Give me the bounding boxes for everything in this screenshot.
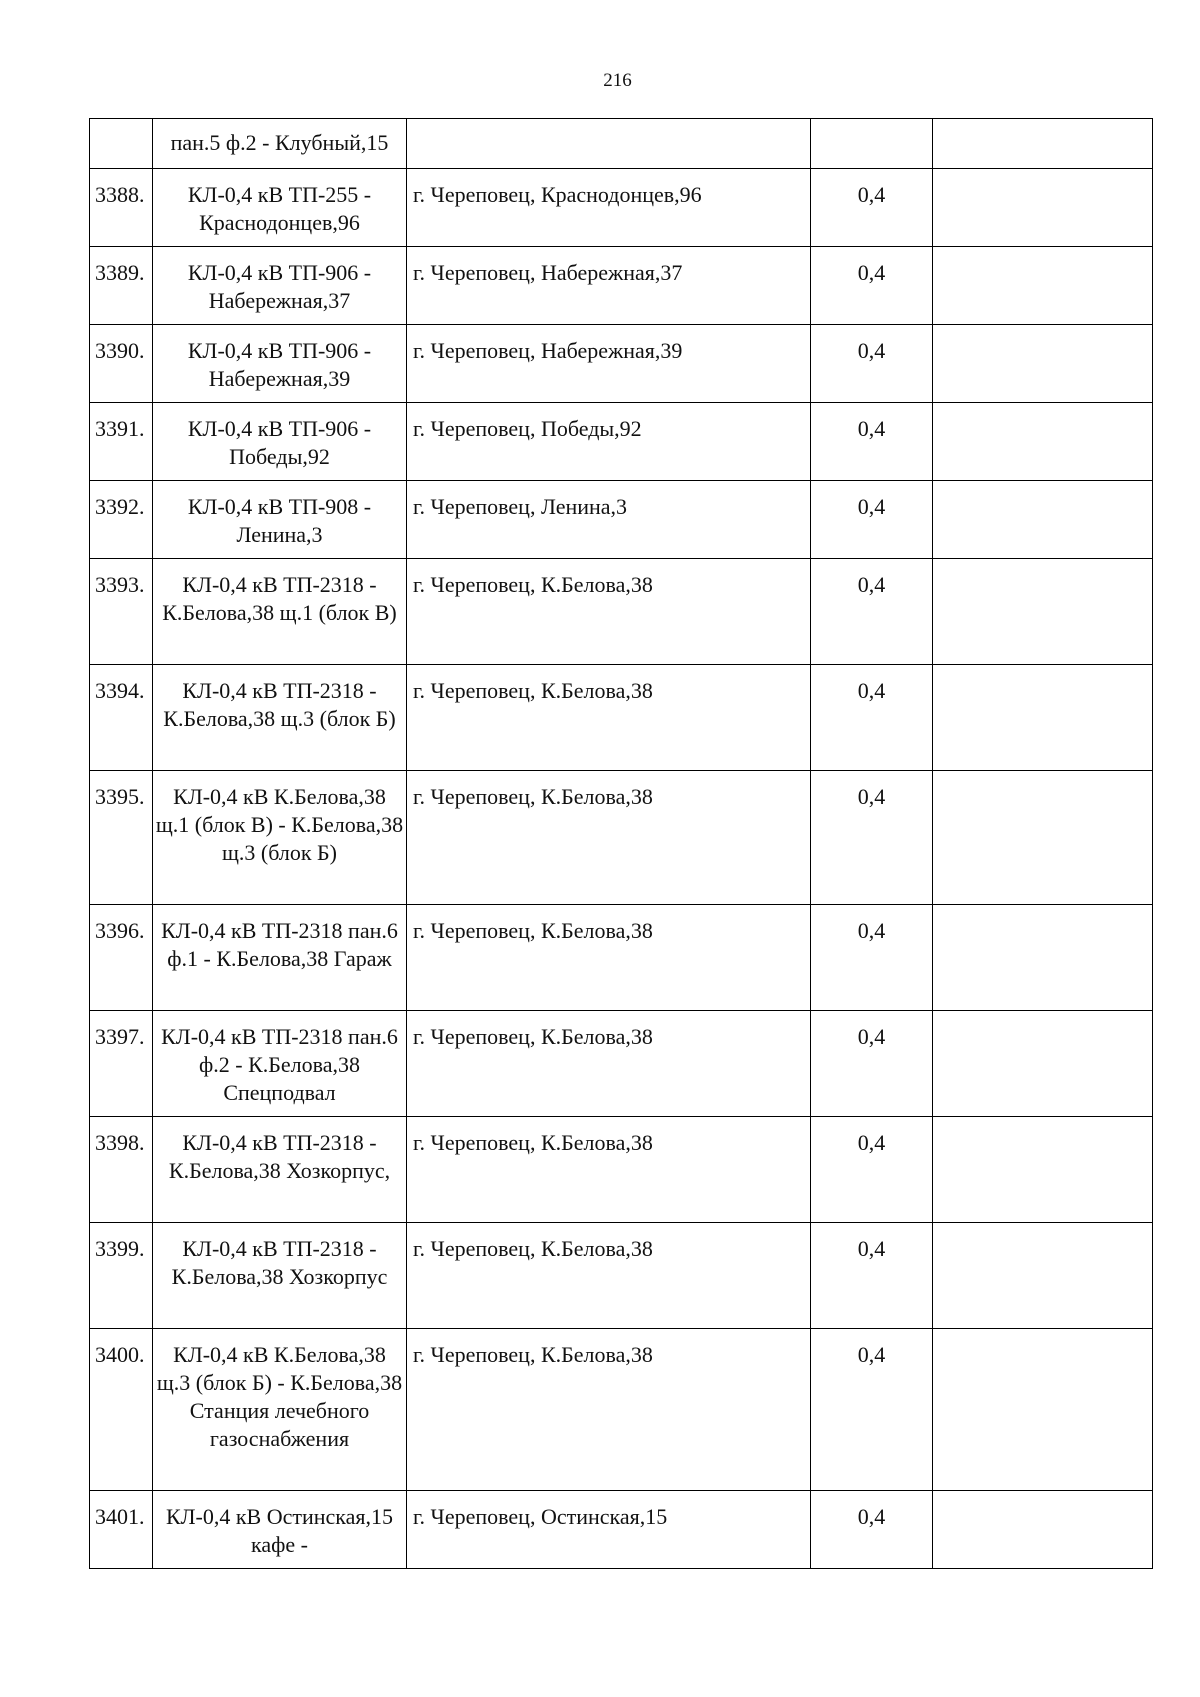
row-number-cell: 3394.: [90, 665, 153, 771]
voltage-cell: 0,4: [811, 1117, 933, 1223]
voltage-cell: 0,4: [811, 403, 933, 481]
table-row: [90, 1117, 1153, 1223]
row-number-cell: 3393.: [90, 559, 153, 665]
voltage-cell: 0,4: [811, 1223, 933, 1329]
line-name-cell: КЛ-0,4 кВ К.Белова,38 щ.3 (блок Б) - К.Белова,38 Станция лечебного газоснабжения: [153, 1329, 407, 1491]
voltage-cell: 0,4: [811, 1491, 933, 1569]
line-name-cell: КЛ-0,4 кВ ТП-2318 пан.6 ф.2 - К.Белова,38 Спецподвал: [153, 1011, 407, 1117]
row-number-cell: 3395.: [90, 771, 153, 905]
line-name-cell: КЛ-0,4 кВ ТП-908 - Ленина,3: [153, 481, 407, 559]
empty-cell: [933, 1329, 1153, 1491]
table-row: [90, 1011, 1153, 1117]
row-number-cell: 3388.: [90, 169, 153, 247]
empty-cell: [933, 1223, 1153, 1329]
voltage-cell: 0,4: [811, 325, 933, 403]
table-row: [90, 1491, 1153, 1569]
row-number-cell: [90, 119, 153, 169]
voltage-cell: 0,4: [811, 559, 933, 665]
line-name-cell: КЛ-0,4 кВ ТП-2318 - К.Белова,38 щ.1 (блок В): [153, 559, 407, 665]
empty-cell: [933, 771, 1153, 905]
empty-cell: [933, 403, 1153, 481]
table-row: [90, 1329, 1153, 1491]
row-number-cell: 3389.: [90, 247, 153, 325]
empty-cell: [933, 1491, 1153, 1569]
voltage-cell: [811, 119, 933, 169]
line-name-cell: КЛ-0,4 кВ К.Белова,38 щ.1 (блок В) - К.Белова,38 щ.3 (блок Б): [153, 771, 407, 905]
table-row: [90, 1223, 1153, 1329]
address-cell: г. Череповец, Остинская,15: [407, 1491, 811, 1569]
empty-cell: [933, 905, 1153, 1011]
table-row: [90, 119, 1153, 169]
line-name-cell: пан.5 ф.2 - Клубный,15: [153, 119, 407, 169]
empty-cell: [933, 169, 1153, 247]
empty-cell: [933, 119, 1153, 169]
address-cell: г. Череповец, К.Белова,38: [407, 1329, 811, 1491]
row-number-cell: 3398.: [90, 1117, 153, 1223]
voltage-cell: 0,4: [811, 905, 933, 1011]
line-name-cell: КЛ-0,4 кВ ТП-906 - Набережная,39: [153, 325, 407, 403]
line-name-cell: КЛ-0,4 кВ ТП-906 - Победы,92: [153, 403, 407, 481]
address-cell: г. Череповец, К.Белова,38: [407, 771, 811, 905]
address-cell: г. Череповец, Набережная,39: [407, 325, 811, 403]
voltage-cell: 0,4: [811, 1011, 933, 1117]
cable-lines-table: [89, 118, 1153, 1569]
line-name-cell: КЛ-0,4 кВ ТП-906 - Набережная,37: [153, 247, 407, 325]
address-cell: г. Череповец, К.Белова,38: [407, 905, 811, 1011]
row-number-cell: 3391.: [90, 403, 153, 481]
address-cell: г. Череповец, К.Белова,38: [407, 559, 811, 665]
address-cell: г. Череповец, К.Белова,38: [407, 1223, 811, 1329]
empty-cell: [933, 559, 1153, 665]
voltage-cell: 0,4: [811, 481, 933, 559]
table-row: [90, 665, 1153, 771]
row-number-cell: 3400.: [90, 1329, 153, 1491]
row-number-cell: 3392.: [90, 481, 153, 559]
page-number: 216: [603, 70, 632, 91]
row-number-cell: 3399.: [90, 1223, 153, 1329]
table-row: [90, 771, 1153, 905]
address-cell: г. Череповец, К.Белова,38: [407, 1117, 811, 1223]
table-row: [90, 247, 1153, 325]
address-cell: г. Череповец, Победы,92: [407, 403, 811, 481]
table-row: [90, 325, 1153, 403]
line-name-cell: КЛ-0,4 кВ ТП-2318 - К.Белова,38 щ.3 (блок Б): [153, 665, 407, 771]
address-cell: [407, 119, 811, 169]
address-cell: г. Череповец, Краснодонцев,96: [407, 169, 811, 247]
empty-cell: [933, 665, 1153, 771]
voltage-cell: 0,4: [811, 169, 933, 247]
voltage-cell: 0,4: [811, 771, 933, 905]
table-row: [90, 403, 1153, 481]
voltage-cell: 0,4: [811, 665, 933, 771]
address-cell: г. Череповец, Ленина,3: [407, 481, 811, 559]
empty-cell: [933, 247, 1153, 325]
line-name-cell: КЛ-0,4 кВ ТП-2318 - К.Белова,38 Хозкорпус: [153, 1223, 407, 1329]
empty-cell: [933, 325, 1153, 403]
line-name-cell: КЛ-0,4 кВ ТП-2318 пан.6 ф.1 - К.Белова,38 Гараж: [153, 905, 407, 1011]
empty-cell: [933, 1117, 1153, 1223]
table-row: [90, 905, 1153, 1011]
voltage-cell: 0,4: [811, 247, 933, 325]
empty-cell: [933, 481, 1153, 559]
table-row: [90, 559, 1153, 665]
row-number-cell: 3397.: [90, 1011, 153, 1117]
line-name-cell: КЛ-0,4 кВ ТП-2318 - К.Белова,38 Хозкорпус,: [153, 1117, 407, 1223]
line-name-cell: КЛ-0,4 кВ Остинская,15 кафе -: [153, 1491, 407, 1569]
address-cell: г. Череповец, К.Белова,38: [407, 1011, 811, 1117]
table-row: [90, 481, 1153, 559]
table-row: [90, 169, 1153, 247]
row-number-cell: 3390.: [90, 325, 153, 403]
line-name-cell: КЛ-0,4 кВ ТП-255 - Краснодонцев,96: [153, 169, 407, 247]
address-cell: г. Череповец, К.Белова,38: [407, 665, 811, 771]
voltage-cell: 0,4: [811, 1329, 933, 1491]
empty-cell: [933, 1011, 1153, 1117]
address-cell: г. Череповец, Набережная,37: [407, 247, 811, 325]
row-number-cell: 3396.: [90, 905, 153, 1011]
row-number-cell: 3401.: [90, 1491, 153, 1569]
